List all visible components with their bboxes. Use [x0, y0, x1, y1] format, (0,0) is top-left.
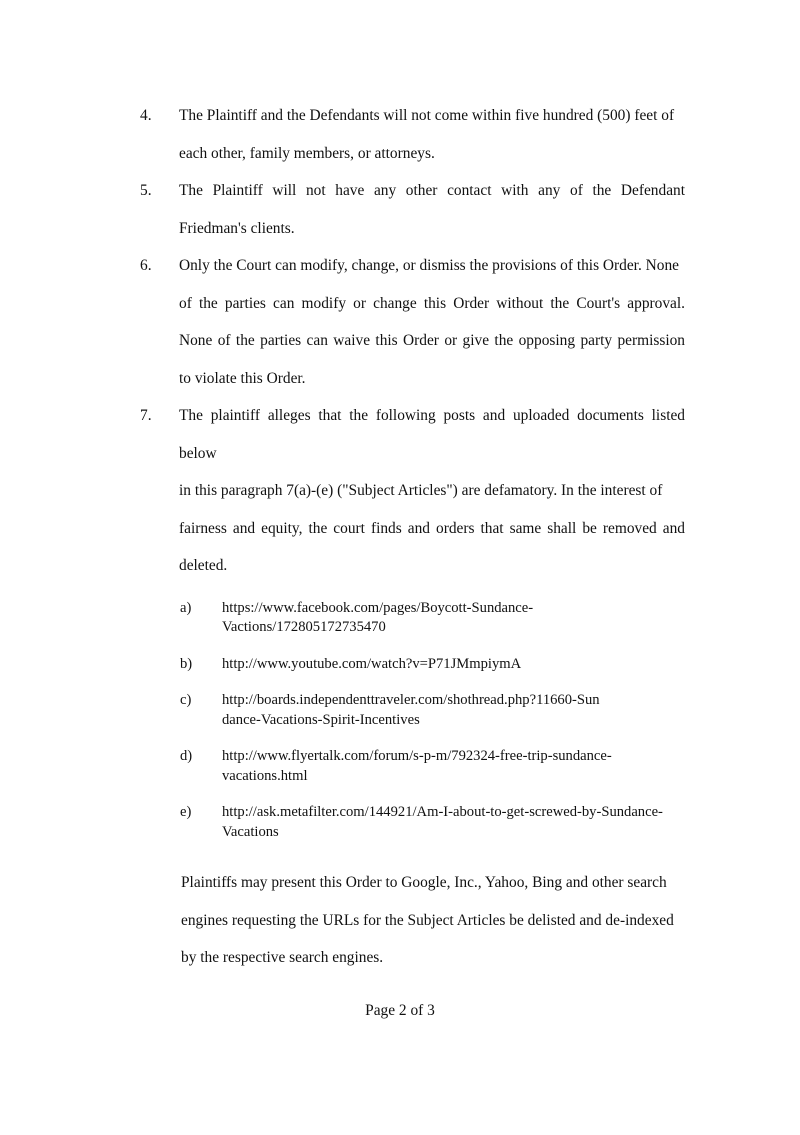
- subject-article-c: [180, 691, 700, 730]
- page-number: Page 2 of 3: [365, 1001, 435, 1019]
- subject-article-b: [180, 655, 700, 675]
- paragraph-5: [140, 172, 685, 247]
- url-line: http://www.flyertalk.com/forum/s-p-m/792324-free-trip-sundance-: [222, 748, 612, 764]
- url-line: vacations.html: [222, 767, 308, 784]
- url-line: http://ask.metafilter.com/144921/Am-I-about-to-get-screwed-by-Sundance-: [222, 804, 663, 820]
- subject-articles-list: [180, 599, 700, 843]
- paragraph-4: [140, 97, 685, 172]
- paragraph-number: 5.: [140, 182, 152, 199]
- paragraph-text: [179, 97, 685, 172]
- article-url[interactable]: [222, 747, 700, 786]
- list-label: c): [180, 692, 192, 708]
- text-line: engines requesting the URLs for the Subject Articles be delisted and de-indexed: [181, 911, 674, 929]
- list-label: e): [180, 804, 192, 820]
- text-line: Friedman's clients.: [179, 219, 295, 237]
- list-label: d): [180, 748, 193, 764]
- article-url[interactable]: [222, 803, 700, 842]
- closing-paragraph: [181, 864, 686, 977]
- subject-article-a: [180, 599, 700, 638]
- text-line: in this paragraph 7(a)-(e) ("Subject Articles") are defamatory. In the interest of: [179, 482, 663, 499]
- url-line: Vacations: [222, 823, 279, 840]
- article-url[interactable]: [222, 655, 700, 675]
- url-line: Vactions/172805172735470: [222, 619, 386, 635]
- paragraph-text: [179, 247, 685, 397]
- paragraph-7: [140, 397, 685, 585]
- article-url[interactable]: [222, 691, 700, 730]
- text-line: The Plaintiff will not have any other contact with any of the Defendant: [179, 182, 685, 199]
- list-label: a): [180, 599, 192, 616]
- paragraph-number: 7.: [140, 407, 152, 424]
- text-line: The Plaintiff and the Defendants will not come within five hundred (500) feet of: [179, 107, 675, 124]
- text-line: deleted.: [179, 557, 228, 574]
- text-line: The plaintiff alleges that the following posts and uploaded documents listed below: [179, 407, 685, 462]
- text-line: by the respective search engines.: [181, 949, 384, 966]
- text-line: Only the Court can modify, change, or dismiss the provisions of this Order. None: [179, 257, 679, 274]
- paragraph-text: [179, 172, 685, 247]
- list-label: b): [180, 655, 193, 672]
- paragraph-text: [179, 397, 685, 585]
- article-url[interactable]: [222, 599, 700, 638]
- text-line: None of the parties can waive this Order or give the opposing party permission: [179, 332, 685, 349]
- paragraph-6: [140, 247, 685, 397]
- text-line: fairness and equity, the court finds and orders that same shall be removed and: [179, 519, 685, 537]
- subject-article-e: [180, 803, 700, 842]
- paragraph-number: 6.: [140, 257, 152, 274]
- text-line: to violate this Order.: [179, 369, 306, 387]
- text-line: of the parties can modify or change this Order without the Court's approval.: [179, 294, 685, 312]
- text-line: each other, family members, or attorneys.: [179, 144, 435, 162]
- text-line: Plaintiffs may present this Order to Google, Inc., Yahoo, Bing and other search: [181, 874, 667, 891]
- subject-article-d: [180, 747, 700, 786]
- url-line: https://www.facebook.com/pages/Boycott-Sundance-: [222, 599, 534, 616]
- url-line: http://boards.independenttraveler.com/shothread.php?11660-Sun: [222, 692, 600, 708]
- url-line: http://www.youtube.com/watch?v=P71JMmpiymA: [222, 655, 522, 672]
- paragraph-number: 4.: [140, 107, 152, 124]
- url-line: dance-Vacations-Spirit-Incentives: [222, 711, 420, 728]
